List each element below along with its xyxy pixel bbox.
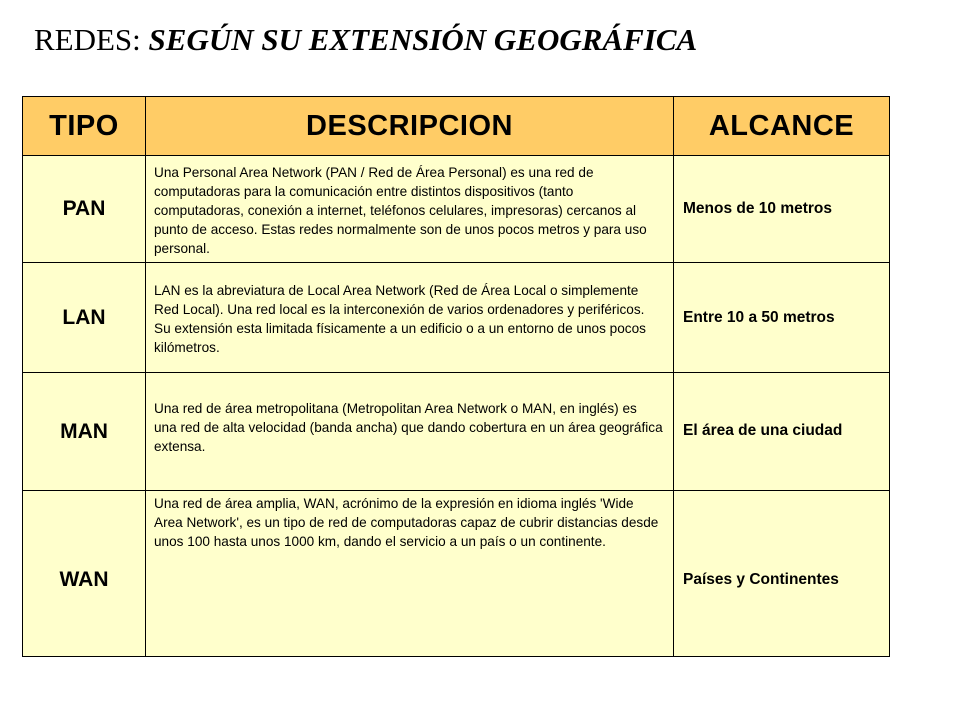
table-row [23,373,890,491]
row-tipo: LAN [23,263,146,373]
page-title [34,22,697,58]
row-tipo: WAN [23,491,146,657]
title-prefix: REDES: [34,22,149,57]
table-row [23,156,890,263]
row-descripcion: LAN es la abreviatura de Local Area Network (Red de Área Local o simplemente Red Local). Una red local es la interconexión de varios ordenadores y periféricos. Su extensión esta limitada físicamente a un edificio o a un entorno de unos pocos kilómetros. [146,263,674,373]
header-alcance: ALCANCE [674,97,890,156]
row-alcance: Países y Continentes [674,491,890,657]
row-descripcion: Una red de área metropolitana (Metropolitan Area Network o MAN, en inglés) es una red de alta velocidad (banda ancha) que dando cobertura en un área geográfica extensa. [146,373,674,491]
row-alcance: Menos de 10 metros [674,156,890,263]
networks-table [22,96,890,657]
header-row [23,97,890,156]
row-alcance: Entre 10 a 50 metros [674,263,890,373]
header-tipo: TIPO [23,97,146,156]
row-descripcion: Una red de área amplia, WAN, acrónimo de la expresión en idioma inglés 'Wide Area Network', es un tipo de red de computadoras capaz de cubrir distancias desde unos 100 hasta unos 1000 km, dando el servicio a un país o un continente. [146,491,674,657]
title-emphasis: SEGÚN SU EXTENSIÓN GEOGRÁFICA [148,22,698,57]
header-descripcion: DESCRIPCION [146,97,674,156]
row-tipo: PAN [23,156,146,263]
row-tipo: MAN [23,373,146,491]
row-alcance: El área de una ciudad [674,373,890,491]
table-row [23,263,890,373]
row-descripcion: Una Personal Area Network (PAN / Red de Área Personal) es una red de computadoras para la comunicación entre distintos dispositivos (tanto computadoras, conexión a internet, teléfonos celulares, impresoras) cercanos al punto de acceso. Estas redes normalmente son de unos pocos metros y para uso personal. [146,156,674,263]
table-row [23,491,890,657]
